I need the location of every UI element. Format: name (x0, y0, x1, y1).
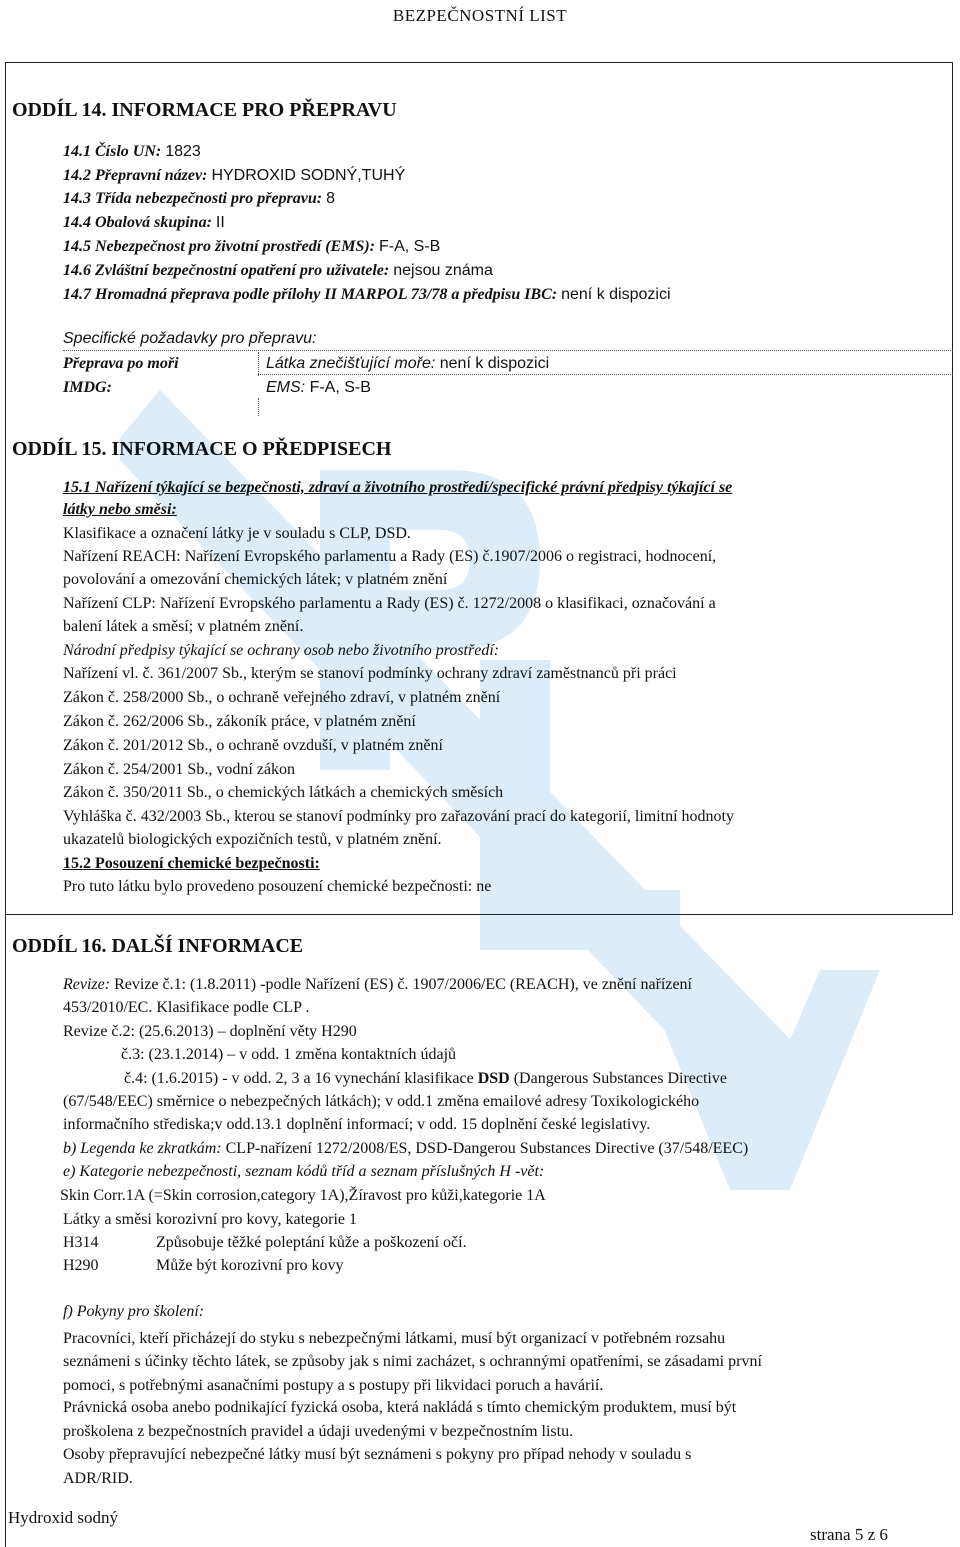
regulation-text: povolování a omezování chemických látek; v platném znění (63, 571, 448, 588)
national-regulation: Zákon č. 254/2001 Sb., vodní zákon (63, 761, 295, 778)
training-text: pomoci, s potřebnými asanačními postupy a s postupy při likvidaci poruch a havárií. (63, 1377, 604, 1394)
national-regulation: Zákon č. 350/2011 Sb., o chemických látkách a chemických směsích (63, 784, 504, 801)
hazard-category: Skin Corr.1A (=Skin corrosion,category 1A),Žíravost pro kůži,kategorie 1A (60, 1187, 546, 1204)
chemical-safety-text: Pro tuto látku bylo provedeno posouzení chemické bezpečnosti: ne (63, 878, 492, 895)
footer-product-name: Hydroxid sodný (8, 1508, 119, 1527)
regulation-text: Nařízení CLP: Nařízení Evropského parlamentu a Rady (ES) č. 1272/2008 o klasifikaci, označování a (63, 595, 716, 612)
regulations-subtitle: 15.1 Nařízení týkající se bezpečnosti, zdraví a životního prostředí/specifické právní předpisy týkající se (63, 479, 733, 496)
h-statement-text: Může být korozivní pro kovy (156, 1257, 344, 1274)
section-16-title: ODDÍL 16. DALŠÍ INFORMACE (12, 935, 304, 957)
ems-row: EMS: F-A, S-B (266, 379, 371, 396)
national-regulation: ukazatelů biologických expozičních testů, v platném znění. (63, 831, 442, 848)
hazard-category: Látky a směsi korozivní pro kovy, kategorie 1 (63, 1211, 357, 1228)
training-text: Pracovníci, kteří přicházejí do styku s nebezpečnými látkami, musí být organizací v potřebném rozsahu (63, 1330, 726, 1347)
packing-group-row: 14.4 Obalová skupina: II (63, 214, 225, 231)
table-divider (63, 350, 953, 351)
national-regulations-title: Národní předpisy týkající se ochrany osob nebo životního prostředí: (63, 642, 500, 659)
un-number-row: 14.1 Číslo UN: 1823 (63, 143, 201, 160)
environment-hazard-row: 14.5 Nebezpečnost pro životní prostředí (EMS): F-A, S-B (63, 238, 441, 255)
table-divider (258, 398, 259, 416)
sea-transport-label: Přeprava po moři (63, 355, 179, 372)
section-15-title: ODDÍL 15. INFORMACE O PŘEDPISECH (12, 438, 392, 460)
hazard-categories-title: e) Kategorie nebezpečnosti, seznam kódů tříd a seznam příslušných H -vět: (63, 1163, 545, 1180)
training-text: Osoby přepravující nebezpečné látky musí být seznámeni s pokyny pro případ nehody v souladu s (63, 1446, 692, 1463)
revision-4: č.4: (1.6.2015) - v odd. 2, 3 a 16 vynechání klasifikace DSD (Dangerous Substances Directive (124, 1070, 727, 1087)
national-regulation: Zákon č. 262/2006 Sb., zákoník práce, v platném znění (63, 713, 416, 730)
abbreviation-legend: b) Legenda ke zkratkám: CLP-nařízení 1272/2008/ES, DSD-Dangerou Substances Directive (37/548/EEC) (63, 1140, 749, 1157)
left-border (5, 915, 6, 1547)
h-statement-text: Způsobuje těžké poleptání kůže a poškození očí. (156, 1234, 467, 1251)
training-title: f) Pokyny pro školení: (63, 1303, 205, 1320)
footer-page-number: strana 5 z 6 (810, 1525, 888, 1544)
national-regulation: Zákon č. 201/2012 Sb., o ochraně ovzduší, v platném znění (63, 737, 443, 754)
shipping-name-row: 14.2 Přepravní název: HYDROXID SODNÝ,TUHÝ (63, 167, 406, 184)
revision-1: Revize: Revize č.1: (1.8.2011) -podle Nařízení (ES) č. 1907/2006/EC (REACH), ve znění nařízení (63, 976, 692, 993)
revision-3: č.3: (23.1.2014) – v odd. 1 změna kontaktních údajů (121, 1046, 457, 1063)
training-text: Právnická osoba anebo podnikající fyzická osoba, která nakládá s tímto chemickým produktem, musí být (63, 1399, 737, 1416)
chemical-safety-subtitle: 15.2 Posouzení chemické bezpečnosti: (63, 855, 320, 872)
h-statement-code: H290 (63, 1257, 99, 1274)
regulation-text: balení látek a směsí; v platném znění. (63, 618, 304, 635)
imdg-label: IMDG: (63, 379, 112, 396)
national-regulation: Vyhláška č. 432/2003 Sb., kterou se stanoví podmínky pro zařazování prací do kategorií, limitní hodnoty (63, 808, 734, 825)
revision-4-cont: informačního střediska;v odd.13.1 doplnění informací; v odd. 15 doplnění české legislativy. (63, 1116, 651, 1133)
special-precautions-row: 14.6 Zvláštní bezpečnostní opatření pro uživatele: nejsou známa (63, 262, 493, 279)
revision-2: Revize č.2: (25.6.2013) – doplnění věty H290 (63, 1023, 357, 1040)
revision-1-cont: 453/2010/EC. Klasifikace podle CLP . (63, 999, 310, 1016)
section-14-title: ODDÍL 14. INFORMACE PRO PŘEPRAVU (12, 99, 397, 121)
training-text: proškolena z bezpečnostních pravidel a údaji uvedenými v bezpečnostním listu. (63, 1423, 574, 1440)
revision-4-cont: (67/548/EEC) směrnice o nebezpečných látkách); v odd.1 změna emailové adresy Toxikologického (63, 1093, 700, 1110)
document-header: BEZPEČNOSTNÍ LIST (392, 6, 568, 25)
hazard-class-row: 14.3 Třída nebezpečnosti pro přepravu: 8 (63, 190, 336, 207)
marine-pollutant-row: Látka znečišťující moře: není k dispozici (266, 355, 550, 372)
transport-requirements-title: Specifické požadavky pro přepravu: (63, 330, 317, 347)
table-divider (258, 374, 953, 375)
regulation-text: Klasifikace a označení látky je v souladu s CLP, DSD. (63, 525, 411, 542)
national-regulation: Zákon č. 258/2000 Sb., o ochraně veřejného zdraví, v platném znění (63, 689, 501, 706)
marpol-row: 14.7 Hromadná přeprava podle přílohy II MARPOL 73/78 a předpisu IBC: není k dispozici (63, 286, 671, 303)
training-text: ADR/RID. (63, 1470, 133, 1487)
h-statement-code: H314 (63, 1234, 99, 1251)
regulations-subtitle-cont: látky nebo směsi: (63, 501, 177, 518)
training-text: seznámeni s účinky těchto látek, se způsoby jak s nimi zacházet, s ochrannými opatřeními, se zásadami první (63, 1353, 762, 1370)
regulation-text: Nařízení REACH: Nařízení Evropského parlamentu a Rady (ES) č.1907/2006 o registraci, hodnocení, (63, 548, 717, 565)
table-divider (258, 352, 259, 376)
national-regulation: Nařízení vl. č. 361/2007 Sb., kterým se stanoví podmínky ochrany zdraví zaměstnanců při práci (63, 665, 677, 682)
